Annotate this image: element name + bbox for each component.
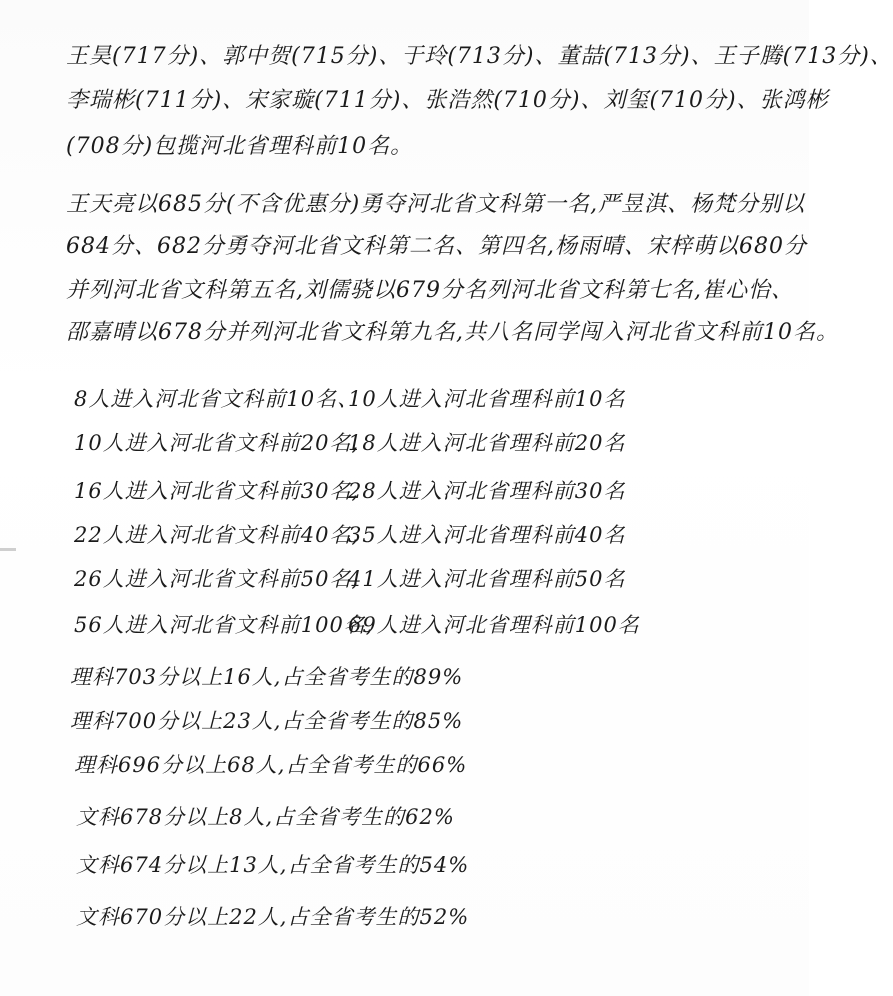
- score-stat-line: 文科678分以上8人,占全省考生的62%: [76, 805, 455, 829]
- liberal-arts-rank: 26人进入河北省文科前50名,: [74, 567, 360, 591]
- ranking-row: [0, 522, 809, 548]
- score-stat-line: 理科703分以上16人,占全省考生的89%: [70, 665, 464, 689]
- science-rank: 69人进入河北省理科前100名: [348, 613, 640, 637]
- ranking-row: [0, 386, 809, 412]
- ranking-row: [0, 430, 809, 456]
- paragraph-line: 684分、682分勇夺河北省文科第二名、第四名,杨雨晴、宋梓萌以680分: [66, 234, 807, 259]
- paragraph-line: (708分)包揽河北省理科前10名。: [66, 134, 414, 159]
- liberal-arts-rank: 16人进入河北省文科前30名,: [74, 479, 360, 503]
- paragraph-line: 王天亮以685分(不含优惠分)勇夺河北省文科第一名,严昱淇、杨梵分别以: [66, 192, 806, 217]
- paragraph-line: 邵嘉晴以678分并列河北省文科第九名,共八名同学闯入河北省文科前10名。: [66, 320, 839, 345]
- ranking-row: [0, 478, 809, 504]
- science-rank: 28人进入河北省理科前30名: [348, 479, 626, 503]
- paper-edge-mark: [0, 548, 16, 551]
- science-rank: 41人进入河北省理科前50名: [348, 567, 626, 591]
- science-rank: 10人进入河北省理科前10名: [348, 387, 626, 411]
- paragraph-line: 李瑞彬(711分)、宋家璇(711分)、张浩然(710分)、刘玺(710分)、张鸿彬: [66, 88, 829, 113]
- science-rank: 35人进入河北省理科前40名: [348, 523, 626, 547]
- score-stat-line: 文科674分以上13人,占全省考生的54%: [76, 853, 470, 877]
- ranking-row: [0, 612, 809, 638]
- liberal-arts-rank: 56人进入河北省文科前100名,: [74, 613, 374, 637]
- paragraph-line: 王昊(717分)、郭中贺(715分)、于玲(713分)、董喆(713分)、王子腾(713分)、: [66, 44, 893, 69]
- science-rank: 18人进入河北省理科前20名: [348, 431, 626, 455]
- score-stat-line: 理科696分以上68人,占全省考生的66%: [74, 753, 468, 777]
- liberal-arts-rank: 22人进入河北省文科前40名,: [74, 523, 360, 547]
- score-stat-line: 文科670分以上22人,占全省考生的52%: [76, 905, 470, 929]
- liberal-arts-rank: 8人进入河北省文科前10名、: [74, 387, 360, 411]
- ranking-row: [0, 566, 809, 592]
- score-stat-line: 理科700分以上23人,占全省考生的85%: [70, 709, 464, 733]
- liberal-arts-rank: 10人进入河北省文科前20名,: [74, 431, 360, 455]
- paragraph-line: 并列河北省文科第五名,刘儒骁以679分名列河北省文科第七名,崔心怡、: [66, 278, 794, 303]
